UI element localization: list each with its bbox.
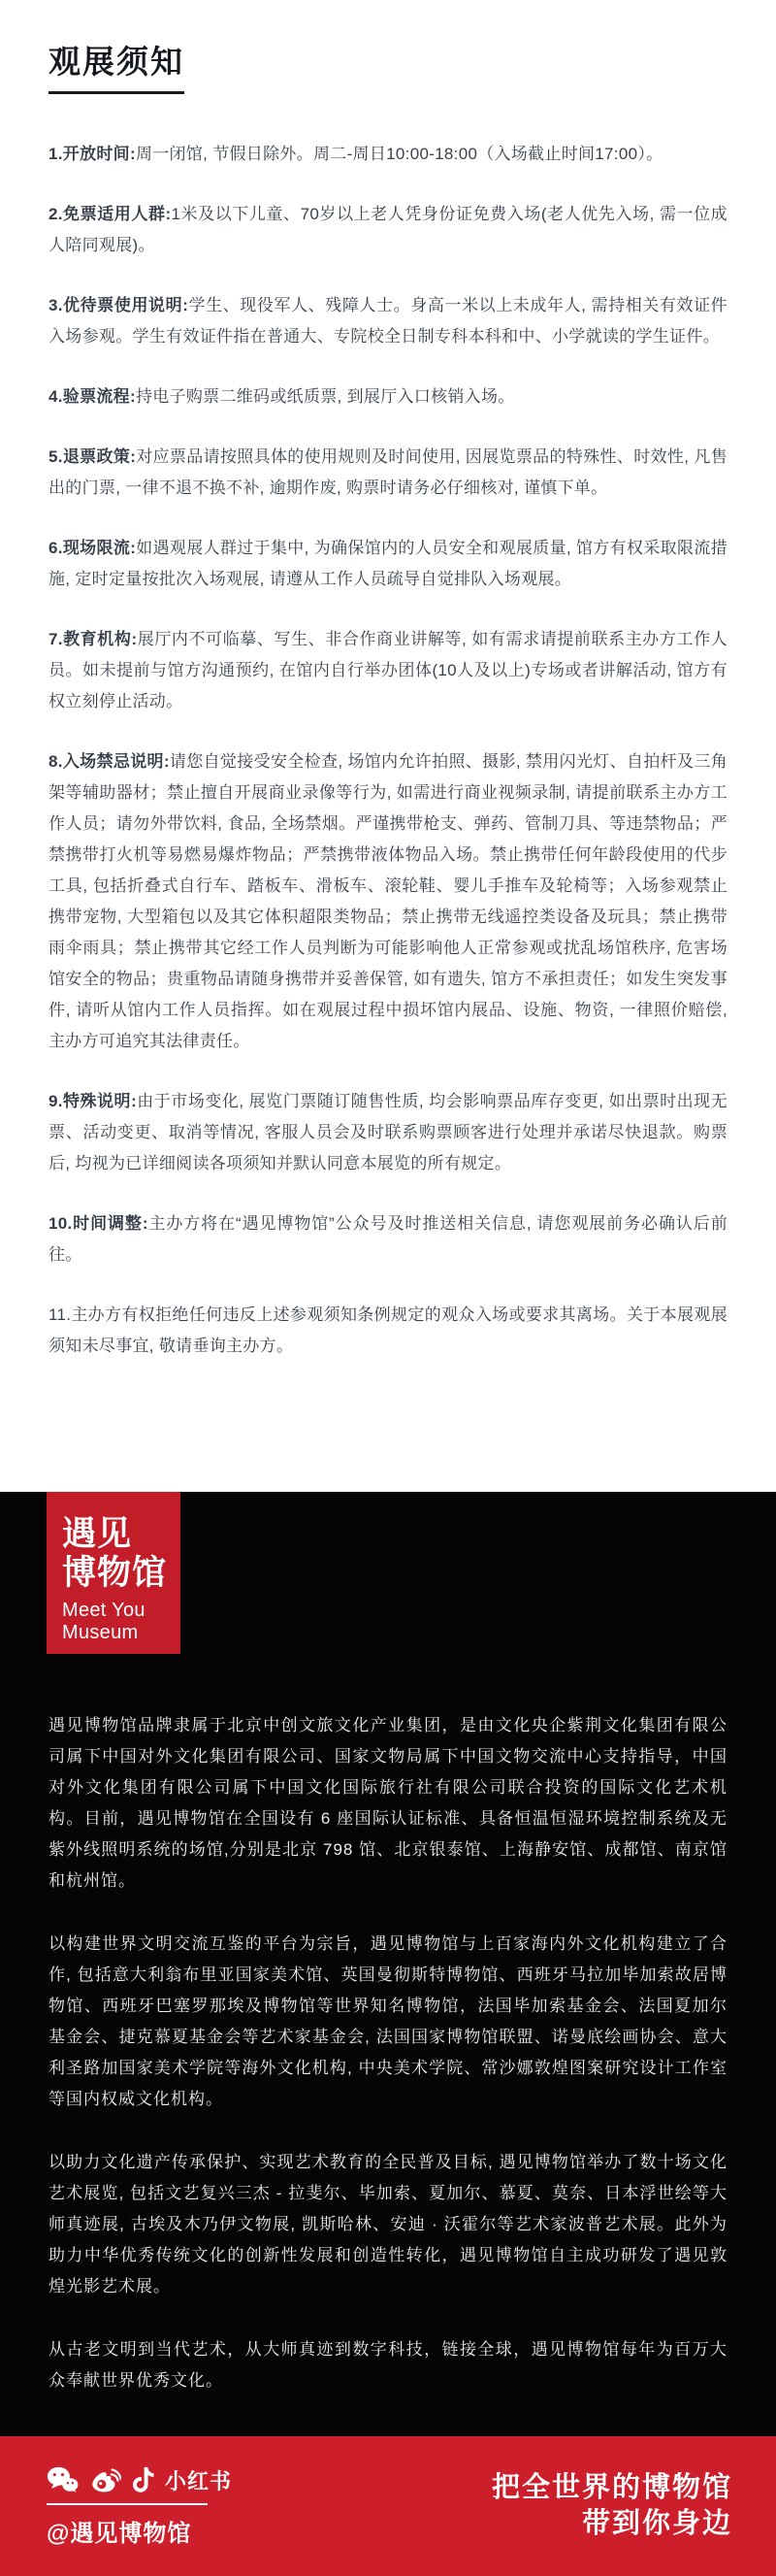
brand-paragraph: 以助力文化遗产传承保护、实现艺术教育的全民普及目标, 遇见博物馆举办了数十场文化艺术展览, 包括文艺复兴三杰 - 拉斐尔、毕加索、夏加尔、慕夏、莫奈、日本浮世绘等大师真迹展, 古埃及木乃伊文物展, 凯斯哈林、安迪 · 沃霍尔等艺术家波普艺术展。此外为助力中华优秀传统文化的创新性发展和创造性转化，遇见博物馆自主成功研发了遇见敦煌光影艺术展。 [48, 2153, 728, 2295]
social-handle[interactable]: @遇见博物馆 [47, 2520, 192, 2547]
notice-item-label: 3.优待票使用说明: [48, 296, 189, 314]
notice-item [48, 139, 728, 170]
brand-paragraphs [48, 1654, 728, 2396]
notice-item [48, 1300, 728, 1362]
notice-item [48, 1208, 728, 1271]
notice-item [48, 442, 728, 504]
page-title: 观展须知 [48, 37, 184, 94]
notice-item [48, 746, 728, 1057]
wechat-icon[interactable] [47, 2466, 79, 2493]
notice-item-label: 2.免票适用人群: [48, 205, 172, 223]
logo-en-line2: Museum [62, 1622, 139, 1643]
meet-you-museum-logo [47, 1492, 180, 1654]
xiaohongshu-label[interactable]: 小红书 [165, 2468, 233, 2493]
notice-item-label: 10.时间调整: [48, 1214, 148, 1233]
weibo-icon[interactable] [89, 2466, 121, 2493]
notice-item-text: 11.主办方有权拒绝任何违反上述参观须知条例规定的观众入场或要求其离场。关于本展观展须知未尽事宜, 敬请垂询主办方。 [48, 1305, 728, 1355]
notice-item-label: 9.特殊说明: [48, 1092, 138, 1110]
notice-item-text: 展厅内不可临摹、写生、非合作商业讲解等, 如有需求请提前联系主办方工作人员。如未提前与馆方沟通预约, 在馆内自行举办团体(10人及以上)专场或者讲解活动, 馆方有权立刻停止活动。 [48, 630, 728, 710]
notice-list [48, 139, 728, 1362]
logo-cjk-line1: 遇见 [62, 1515, 133, 1553]
social-icons-row [47, 2465, 232, 2495]
notice-item [48, 1086, 728, 1179]
notice-item [48, 290, 728, 352]
footer [0, 2436, 776, 2576]
notice-item-label: 1.开放时间: [48, 145, 136, 163]
douyin-icon[interactable] [132, 2466, 154, 2493]
notice-item-text: 周一闭馆, 节假日除外。周二-周日10:00-18:00（入场截止时间17:00）。 [135, 145, 663, 163]
notice-item-label: 6.现场限流: [48, 539, 137, 557]
notice-item-text: 1米及以下儿童、70岁以上老人凭身份证免费入场(老人优先入场, 需一位成人陪同观展)。 [48, 205, 728, 254]
logo-en-line1: Meet You [62, 1600, 146, 1621]
tagline-line1: 把全世界的博物馆 [491, 2472, 732, 2503]
notice-item [48, 199, 728, 261]
notice-item-label: 5.退票政策: [48, 447, 137, 466]
notice-item-label: 7.教育机构: [48, 630, 138, 648]
notice-item-text: 请您自觉接受安全检查, 场馆内允许拍照、摄影, 禁用闪光灯、自拍杆及三角架等辅助器材；禁止擅自开展商业录像等行为, 如需进行商业视频录制, 请提前联系主办方工作人员；请勿外带饮料, 食品, 全场禁烟。严谨携带枪支、弹药、管制刀具、等违禁物品；严禁携带打火机等易燃易爆炸物品；严禁携带液体物品入场。禁止携带任何年龄段使用的代步工具, 包括折叠式自行车、踏板车、滑板车、滚轮鞋、婴儿手推车及轮椅等；入场参观禁止携带宠物, 大型箱包以及其它体积超限类物品；禁止携带无线遥控类设备及玩具；禁止携带雨伞雨具；禁止携带其它经工作人员判断为可能影响他人正常参观或扰乱场馆秩序, 危害场馆安全的物品；贵重物品请随身携带并妥善保管, 如有遗失, 馆方不承担责任；如发生突发事件, 请听从馆内工作人员指挥。如在观展过程中损坏馆内展品、设施、物资, 一律照价赔偿, 主办方可追究其法律责任。 [48, 752, 728, 1050]
notice-item [48, 624, 728, 717]
logo-cjk-line2: 博物馆 [62, 1554, 168, 1592]
notice-item-text: 由于市场变化, 展览门票随订随售性质, 均会影响票品库存变更, 如出票时出现无票、活动变更、取消等情况, 客服人员会及时联系购票顾客进行处理并承诺尽快退款。购票后, 均视为已详细阅读各项须知并默认同意本展览的所有规定。 [48, 1092, 728, 1172]
brand-section [0, 1492, 776, 2436]
brand-paragraph: 以构建世界文明交流互鉴的平台为宗旨，遇见博物馆与上百家海内外文化机构建立了合作, 包括意大利翁布里亚国家美术馆、英国曼彻斯特博物馆、西班牙马拉加毕加索故居博物馆、西班牙巴塞罗那埃及博物馆等世界知名博物馆，法国毕加索基金会、法国夏加尔基金会、捷克慕夏基金会等艺术家基金会, 法国国家博物馆联盟、诺曼底绘画协会、意大利圣路加国家美术学院等海外文化机构, 中央美术学院、常沙娜敦煌图案研究设计工作室等国内权威文化机构。 [48, 1934, 728, 2108]
social-block [47, 2465, 232, 2548]
notice-item-text: 如遇观展人群过于集中, 为确保馆内的人员安全和观展质量, 馆方有权采取限流措施, 定时定量按批次入场观展, 请遵从工作人员疏导自觉排队入场观展。 [48, 539, 728, 588]
notice-item-text: 对应票品请按照具体的使用规则及时间使用, 因展览票品的特殊性、时效性, 凡售出的门票, 一律不退不换不补, 逾期作废, 购票时请务必仔细核对, 谨慎下单。 [48, 447, 728, 497]
notice-item [48, 533, 728, 595]
notice-item-text: 主办方将在“遇见博物馆”公众号及时推送相关信息, 请您观展前务必确认后前往。 [48, 1214, 728, 1264]
notice-item-label: 4.验票流程: [48, 387, 136, 406]
notice-item-label: 8.入场禁忌说明: [48, 752, 170, 771]
notice-item [48, 381, 728, 413]
footer-tagline [492, 2470, 732, 2542]
social-divider [47, 2503, 208, 2505]
tagline-line2: 带到你身边 [581, 2508, 732, 2539]
notice-item-text: 持电子购票二维码或纸质票, 到展厅入口核销入场。 [135, 387, 515, 406]
notice-item-text: 学生、现役军人、残障人士。身高一米以上未成年人, 需持相关有效证件入场参观。学生有效证件指在普通大、专院校全日制专科本科和中、小学就读的学生证件。 [48, 296, 728, 346]
brand-paragraph: 从古老文明到当代艺术，从大师真迹到数字科技，链接全球，遇见博物馆每年为百万大众奉献世界优秀文化。 [48, 2340, 728, 2390]
brand-paragraph: 遇见博物馆品牌隶属于北京中创文旅文化产业集团，是由文化央企紫荆文化集团有限公司属下中国对外文化集团有限公司、国家文物局属下中国文物交流中心支持指导，中国对外文化集团有限公司属下中国文化国际旅行社有限公司联合投资的国际文化艺术机构。目前，遇见博物馆在全国设有 6 座国际认证标准、具备恒温恒湿环境控制系统及无紫外线照明系统的场馆,分别是北京 798 馆、北京银泰馆、上海静安馆、成都馆、南京馆和杭州馆。 [48, 1716, 728, 1890]
